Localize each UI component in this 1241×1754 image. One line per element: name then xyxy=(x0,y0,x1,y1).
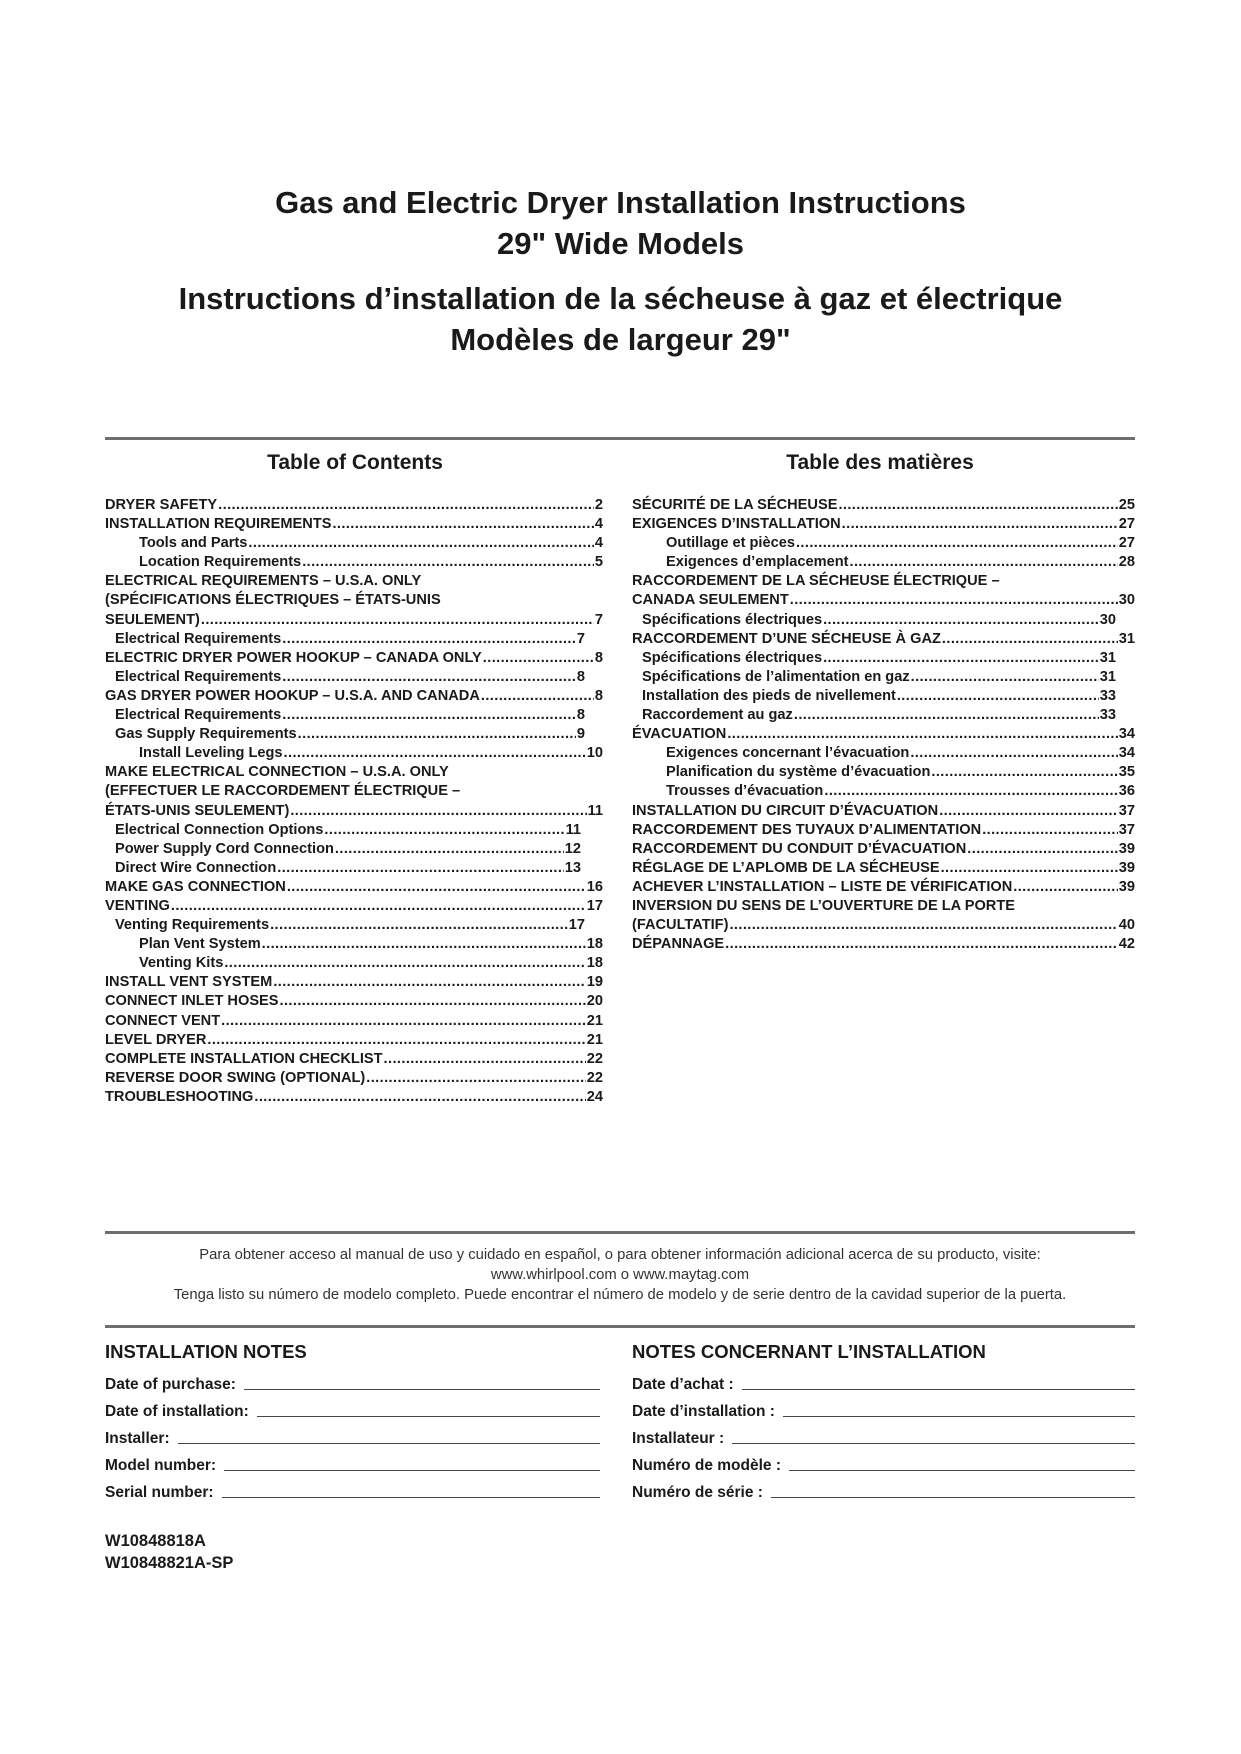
toc-entry[interactable]: ELECTRIC DRYER POWER HOOKUP – CANADA ONLY ..... 8 xyxy=(105,650,603,669)
toc-entry[interactable]: RACCORDEMENT D’UNE SÉCHEUSE À GAZ ..... 31 xyxy=(632,631,1135,650)
toc-entry[interactable]: Trousses d’évacuation ..... 36 xyxy=(632,783,1135,802)
title-english: Gas and Electric Dryer Installation Instructions xyxy=(275,185,966,220)
toc-entry[interactable]: Raccordement au gaz ..... 33 xyxy=(632,707,1116,726)
toc-entry-continued[interactable]: ELECTRICAL REQUIREMENTS – U.S.A. ONLY xyxy=(105,573,422,590)
toc-entry[interactable]: Power Supply Cord Connection ..... 12 xyxy=(105,841,581,860)
notice-line: Tenga listo su número de modelo completo. Puede encontrar el número de modelo y de serie dentro de la cavidad superior de la puerta. xyxy=(173,1287,1067,1303)
toc-entry-continued[interactable]: (EFFECTUER LE RACCORDEMENT ÉLECTRIQUE – xyxy=(105,783,461,800)
installation-notes-form-french xyxy=(632,1367,1135,1502)
spanish-notice xyxy=(105,1245,1135,1305)
toc-entry[interactable]: Plan Vent System ..... 18 xyxy=(105,936,603,955)
note-field-purchase-date[interactable]: Date d’achat : xyxy=(632,1367,1135,1394)
toc-entry[interactable]: Spécifications électriques ..... 31 xyxy=(632,650,1116,669)
title-french: Instructions d’installation de la sécheuse à gaz et électrique xyxy=(178,281,1063,316)
toc-entry[interactable]: Electrical Requirements ..... 7 xyxy=(105,631,585,650)
toc-entry[interactable]: SÉCURITÉ DE LA SÉCHEUSE ..... 25 xyxy=(632,497,1135,516)
part-number: W10848818A xyxy=(105,1532,206,1550)
toc-entry[interactable]: LEVEL DRYER ..... 21 xyxy=(105,1032,603,1051)
toc-entry[interactable]: ACHEVER L’INSTALLATION – LISTE DE VÉRIFICATION ..... 39 xyxy=(632,879,1135,898)
toc-entry[interactable]: SEULEMENT) ..... 7 xyxy=(105,612,603,631)
toc-english xyxy=(105,497,603,1108)
part-number: W10848821A-SP xyxy=(105,1554,234,1572)
toc-entry[interactable]: REVERSE DOOR SWING (OPTIONAL) ..... 22 xyxy=(105,1070,603,1089)
toc-entry-continued[interactable]: INVERSION DU SENS DE L’OUVERTURE DE LA PORTE xyxy=(632,897,1015,914)
toc-entry-continued[interactable]: RACCORDEMENT DE LA SÉCHEUSE ÉLECTRIQUE – xyxy=(632,573,1000,590)
toc-entry[interactable]: Exigences concernant l’évacuation ..... 34 xyxy=(632,745,1135,764)
toc-entry[interactable]: GAS DRYER POWER HOOKUP – U.S.A. AND CANADA ..... 8 xyxy=(105,688,603,707)
note-field-installation-date[interactable]: Date d’installation : xyxy=(632,1394,1135,1421)
toc-heading-english: Table of Contents xyxy=(267,451,443,474)
toc-entry[interactable]: Venting Requirements ..... 17 xyxy=(105,917,585,936)
toc-entry[interactable]: (FACULTATIF) ..... 40 xyxy=(632,917,1135,936)
toc-entry-continued[interactable]: (SPÉCIFICATIONS ÉLECTRIQUES – ÉTATS-UNIS xyxy=(105,592,441,609)
toc-entry[interactable]: DRYER SAFETY ..... 2 xyxy=(105,497,603,516)
note-field-installer[interactable]: Installateur : xyxy=(632,1421,1135,1448)
toc-entry[interactable]: Venting Kits ..... 18 xyxy=(105,955,603,974)
note-field-purchase-date[interactable]: Date of purchase: xyxy=(105,1367,600,1394)
toc-entry[interactable]: EXIGENCES D’INSTALLATION ..... 27 xyxy=(632,516,1135,535)
toc-entry[interactable]: COMPLETE INSTALLATION CHECKLIST ..... 22 xyxy=(105,1051,603,1070)
subtitle-english: 29" Wide Models xyxy=(497,226,744,261)
installation-notes-heading-french: NOTES CONCERNANT L’INSTALLATION xyxy=(632,1341,986,1362)
toc-entry[interactable]: DÉPANNAGE ..... 42 xyxy=(632,936,1135,955)
note-field-serial-number[interactable]: Numéro de série : xyxy=(632,1475,1135,1502)
toc-entry[interactable]: Outillage et pièces ..... 27 xyxy=(632,535,1135,554)
toc-entry[interactable]: Electrical Connection Options ..... 11 xyxy=(105,822,581,841)
toc-entry[interactable]: RACCORDEMENT DU CONDUIT D’ÉVACUATION ..... 39 xyxy=(632,841,1135,860)
toc-entry[interactable]: Install Leveling Legs ..... 10 xyxy=(105,745,603,764)
note-field-serial-number[interactable]: Serial number: xyxy=(105,1475,600,1502)
toc-entry[interactable]: Direct Wire Connection ..... 13 xyxy=(105,860,581,879)
toc-entry[interactable]: Planification du système d’évacuation ..... 35 xyxy=(632,764,1135,783)
toc-entry[interactable]: Spécifications de l’alimentation en gaz ..... 31 xyxy=(632,669,1116,688)
note-field-installer[interactable]: Installer: xyxy=(105,1421,600,1448)
note-field-model-number[interactable]: Numéro de modèle : xyxy=(632,1448,1135,1475)
toc-entry[interactable]: MAKE GAS CONNECTION ..... 16 xyxy=(105,879,603,898)
toc-entry[interactable]: Spécifications électriques ..... 30 xyxy=(632,612,1116,631)
toc-entry[interactable]: Installation des pieds de nivellement ..... 33 xyxy=(632,688,1116,707)
website-links[interactable]: www.whirlpool.com o www.maytag.com xyxy=(490,1267,750,1283)
toc-entry-continued[interactable]: MAKE ELECTRICAL CONNECTION – U.S.A. ONLY xyxy=(105,764,449,781)
toc-entry[interactable]: INSTALLATION REQUIREMENTS ..... 4 xyxy=(105,516,603,535)
note-field-model-number[interactable]: Model number: xyxy=(105,1448,600,1475)
toc-entry[interactable]: INSTALL VENT SYSTEM ..... 19 xyxy=(105,974,603,993)
toc-entry[interactable]: TROUBLESHOOTING ..... 24 xyxy=(105,1089,603,1108)
toc-entry[interactable]: Exigences d’emplacement ..... 28 xyxy=(632,554,1135,573)
toc-entry[interactable]: INSTALLATION DU CIRCUIT D’ÉVACUATION ..... 37 xyxy=(632,803,1135,822)
toc-entry[interactable]: Location Requirements ..... 5 xyxy=(105,554,603,573)
toc-entry[interactable]: CONNECT INLET HOSES ..... 20 xyxy=(105,993,603,1012)
toc-french xyxy=(632,497,1135,955)
divider-top xyxy=(105,437,1135,440)
subtitle-french: Modèles de largeur 29" xyxy=(450,322,791,357)
toc-entry[interactable]: ÉTATS-UNIS SEULEMENT) ..... 11 xyxy=(105,803,603,822)
toc-entry[interactable]: VENTING ..... 17 xyxy=(105,898,603,917)
toc-entry[interactable]: RÉGLAGE DE L’APLOMB DE LA SÉCHEUSE ..... 39 xyxy=(632,860,1135,879)
toc-entry[interactable]: CANADA SEULEMENT ..... 30 xyxy=(632,592,1135,611)
divider-bottom xyxy=(105,1325,1135,1328)
part-numbers xyxy=(105,1530,233,1574)
toc-entry[interactable]: Electrical Requirements ..... 8 xyxy=(105,669,585,688)
installation-notes-heading: INSTALLATION NOTES xyxy=(105,1341,307,1362)
installation-notes-form xyxy=(105,1367,600,1502)
divider-middle xyxy=(105,1231,1135,1234)
toc-entry[interactable]: ÉVACUATION ..... 34 xyxy=(632,726,1135,745)
toc-entry[interactable]: Gas Supply Requirements ..... 9 xyxy=(105,726,585,745)
note-field-installation-date[interactable]: Date of installation: xyxy=(105,1394,600,1421)
toc-entry[interactable]: CONNECT VENT ..... 21 xyxy=(105,1013,603,1032)
toc-entry[interactable]: Tools and Parts ..... 4 xyxy=(105,535,603,554)
toc-heading-french: Table des matières xyxy=(786,451,974,474)
notice-line: Para obtener acceso al manual de uso y cuidado en español, o para obtener información adicional acerca de su producto, visite: xyxy=(199,1247,1041,1263)
toc-entry[interactable]: RACCORDEMENT DES TUYAUX D’ALIMENTATION ..... 37 xyxy=(632,822,1135,841)
toc-entry[interactable]: Electrical Requirements ..... 8 xyxy=(105,707,585,726)
